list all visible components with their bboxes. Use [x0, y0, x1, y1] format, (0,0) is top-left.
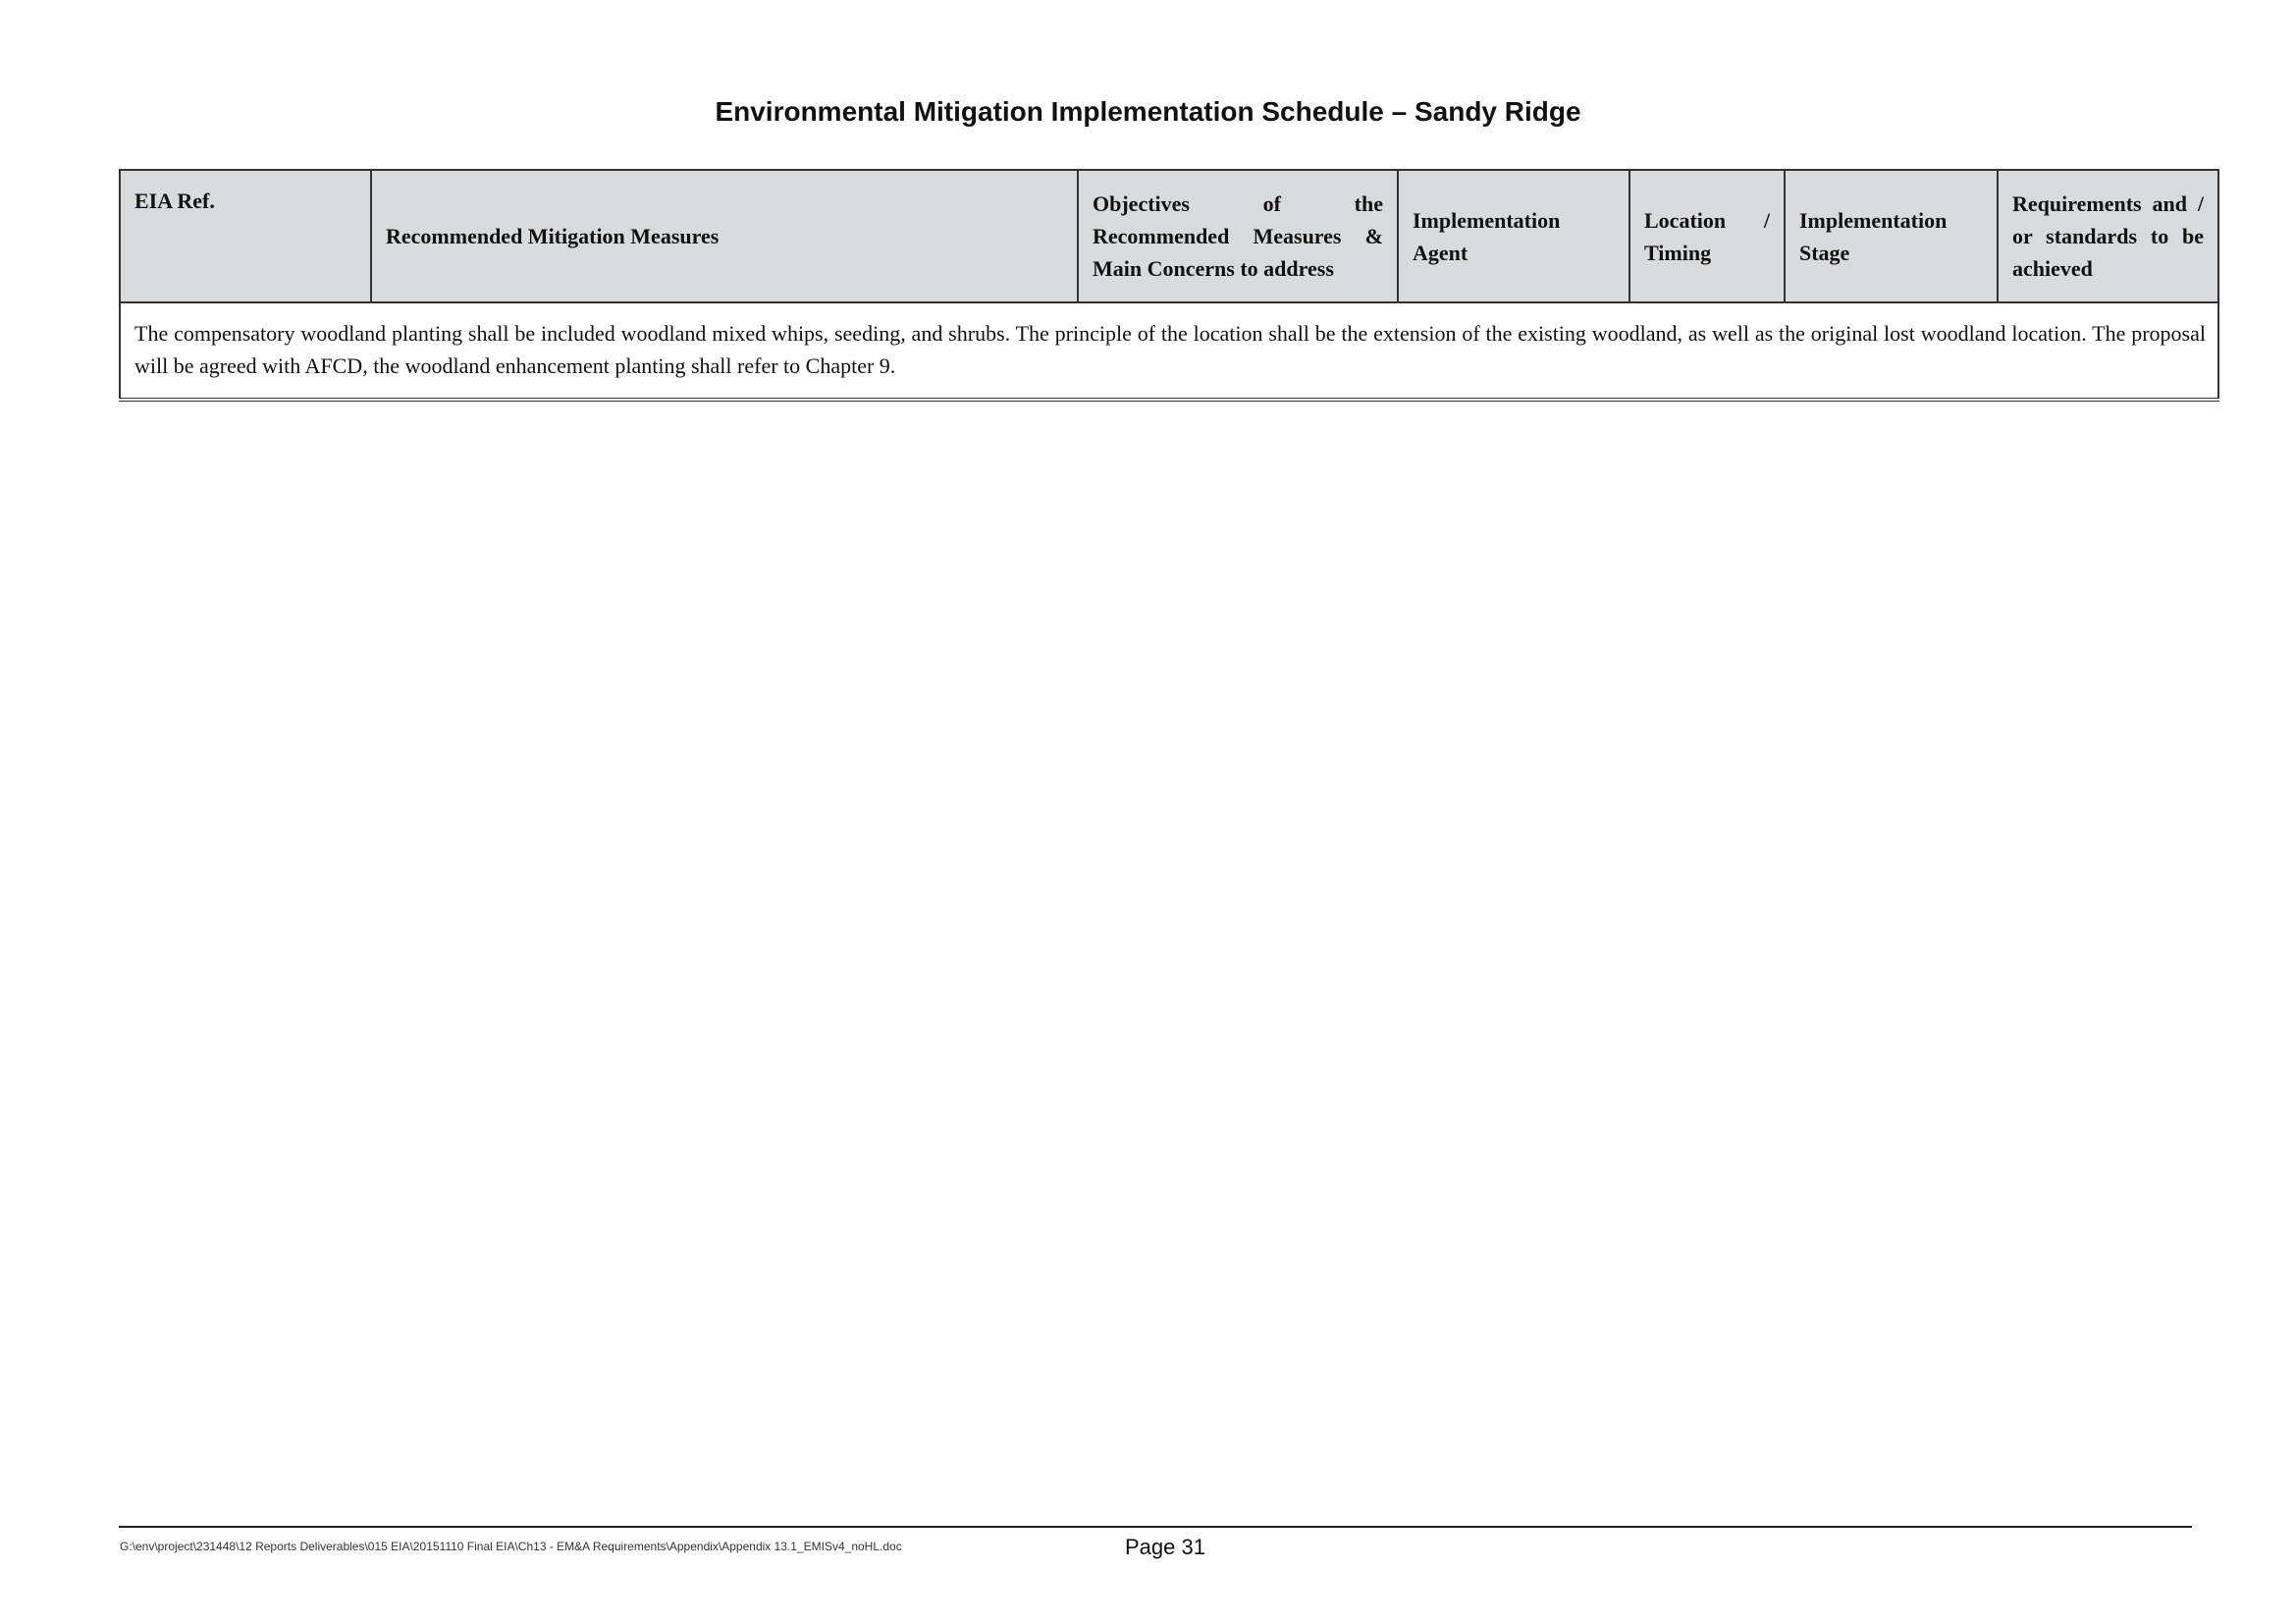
column-header-implementation-agent: Implementation Agent [1398, 170, 1629, 302]
column-header-requirements: Requirements and / or standards to be achieved [1998, 170, 2218, 302]
column-header-objectives: Objectives of the Recommended Measures & Main Concerns to address [1078, 170, 1398, 302]
table-header-row [120, 170, 2218, 302]
column-header-location-timing: Location / Timing [1629, 170, 1785, 302]
footer-divider [119, 1526, 2192, 1528]
column-header-mitigation-measures: Recommended Mitigation Measures [371, 170, 1078, 302]
document-title: Environmental Mitigation Implementation Schedule – Sandy Ridge [715, 96, 1581, 127]
mitigation-schedule-table [119, 169, 2219, 402]
column-header-implementation-stage: Implementation Stage [1785, 170, 1998, 302]
footer-page-number: Page 31 [1125, 1535, 1205, 1559]
table-row [120, 302, 2218, 400]
table-row-text: The compensatory woodland planting shall be included woodland mixed whips, seeding, and shrubs. The principle of the location shall be the extension of the existing woodland, as well as the original lost woodland location. The proposal will be agreed with AFCD, the woodland enhancement planting shall refer to Chapter 9. [120, 302, 2218, 400]
column-header-eia-ref: EIA Ref. [120, 170, 371, 302]
footer-file-path: G:\env\project\231448\12 Reports Deliverables\015 EIA\20151110 Final EIA\Ch13 - EM&A Requirements\Appendix\Appendix 13.1_EMISv4_noHL.doc [120, 1540, 902, 1553]
